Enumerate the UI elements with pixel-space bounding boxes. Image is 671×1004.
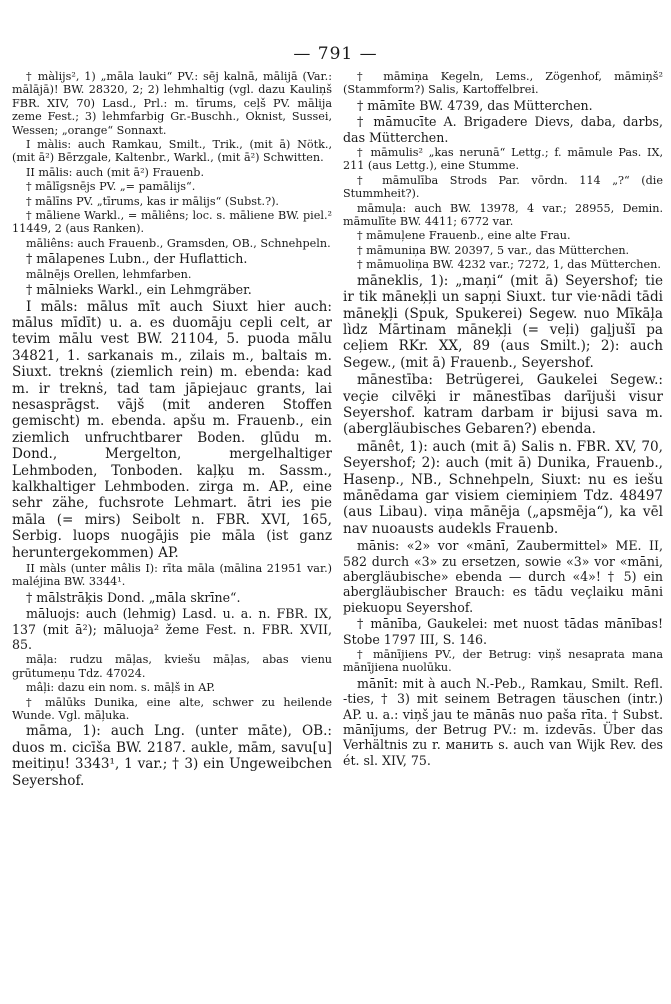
dictionary-entry: † mānījiens PV., der Betrug: viņš nesaprata mana mānījiena nuolūku.	[343, 648, 663, 675]
dictionary-entry: māneklis, 1): „maņi“ (mit ā) Seyershof; tie ir tik māneķļi un sapņi Siuxt. tur vie·nādi tādi māneķļi (Spuk, Spukerei) Segew. nuo Mīkāļa lìdz Mārtinam māneķļi (= veļi) gaļjušī pa ceļiem RKr. XX, 89 (aus Smilt.); 2): auch Segew., (mit ā) Frauenb., Seyershof.	[343, 272, 663, 371]
dictionary-entry: † mālīns PV. „tīrums, kas ir mālijs“ (Subst.?).	[26, 194, 279, 208]
dictionary-entry: † mālnieks Warkl., ein Lehmgräber.	[26, 282, 252, 298]
dictionary-entry: † māmuniņa BW. 20397, 5 var., das Mütterchen.	[357, 243, 630, 257]
dictionary-entry: † mālūks Dunika, eine alte, schwer zu heilende Wunde. Vgl. māļuka.	[12, 695, 332, 723]
page-number: — 791 —	[293, 44, 378, 64]
right-column	[343, 70, 663, 769]
dictionary-entry: mānêt, 1): auch (mit ā) Salis n. FBR. XV, 70, Seyershof; 2): auch (mit ā) Dunika, Frauenb., Hasenp., NB., Schnehpeln, Siuxt: nu es iešu mānēdama gar visiem ciemiņiem Tdz. 48497 (aus Libau). viņa mānēja („apsmēja“), ka vēl nav nuoausts audekls Frauenb.	[343, 438, 663, 537]
dictionary-entry: † māmulis² „kas nerunā“ Lettg.; f. māmule Pas. IX, 211 (aus Lettg.), eine Stumme.	[343, 146, 663, 173]
dictionary-entry: māmuļa: auch BW. 13978, 4 var.; 28955, Demin. māmulīte BW. 4411; 6772 var.	[343, 201, 663, 229]
dictionary-entry: II màls (unter mâlis I): rīta māla (mālina 21951 var.) maléjina BW. 3344¹.	[12, 562, 332, 589]
dictionary-entry: mānis: «2» vor «mānī, Zaubermittel» ME. II, 582 durch «3» zu ersetzen, sowie «3» vor «māni, abergläubische» ebenda — durch «4»! † 5) ein abergläubischer Brauch: es tādu veçlaiku māni piekuopu Seyershof.	[343, 538, 663, 615]
dictionary-entry: māma, 1): auch Lng. (unter māte), OB.: duos m. cicīša BW. 2187. aukle, mām, savu[u] meitiņu! 3343¹, 1 var.; † 3) ein Ungeweibchen Seyershof.	[12, 723, 332, 789]
dictionary-entry: mānīt: mit à auch N.-Peb., Ramkau, Smilt. Refl. -ties, † 3) mit seinem Betragen täuschen (intr.) AP. u. a.: viņš jau te mānās nuo pašа rīta. † Subst. mānījums, der Betrug PV.: m. izdevās. Über das Verhältnis zu r. манить s. auch van Wijk Rev. des ét. sl. XIV, 75.	[343, 675, 663, 768]
dictionary-entry: † màlijs², 1) „māla lauki“ PV.: sēj kalnā, mālijā (Var.: mālājā)! BW. 28320, 2; 2) lehmhaltig (vgl. dazu Kauliņš FBR. XIV, 70) Lasd., Prl.: m. tīrums, ceļš PV. mālija zeme Fest.; 3) lehmfarbig Gr.-Buschh., Oknist, Sussei, Wessen; „orange“ Sonnaxt.	[12, 70, 332, 137]
dictionary-entry: māluojs: auch (lehmig) Lasd. u. a. n. FBR. IX, 137 (mit ā²); māluoja² žeme Fest. n. FBR. XVII, 85.	[12, 606, 332, 653]
dictionary-entry: † māmuoliņa BW. 4232 var.; 7272, 1, das Mütterchen.	[357, 258, 661, 272]
dictionary-entry: I māls: mālus mīt auch Siuxt hier auch: mālus mīdīt) u. a. es duomāju cepli celt, ar tevim mālu vest BW. 21104, 5. puoda mālu 34821, 1. sarkanais m., zilais m., baltais m. Siuxt. treknṡ (ziemlich rein) m. ebenda: kad m. ir treknṡ, tad tam jāpiejauc grants, lai nesasprāgst. vājš (mit anderen Stoffen gemischt) m. ebenda. apšu m. Frauenb., ein ziemlich unfruchtbarer Boden. glūdu m. Dond., Mergelton, mergelhaltiger Lehmboden, Tonboden. kaļķu m. Sassm., kalkhaltiger Lehmboden. zirga m. AP., eine sehr zähe, fuchsrote Lehmart. ātri ies pie māla (= mirs) Seibolt n. FBR. XVI, 165, Serbig. luops nuogājis pie māla (ist ganz heruntergekommen) AP.	[12, 298, 332, 561]
dictionary-entry: † māmuļene Frauenb., eine alte Frau.	[357, 229, 571, 243]
dictionary-entry: mālnējs Orellen, lehmfarben.	[26, 267, 192, 281]
dictionary-entry: māliêns: auch Frauenb., Gramsden, OB., Schnehpeln.	[26, 236, 331, 250]
dictionary-entry: † mālapenes Lubn., der Huflattich.	[26, 251, 248, 267]
dictionary-entry: † māmiņa Kegeln, Lems., Zögenhof, māmiņš² (Stammform?) Salis, Kartoffelbrei.	[343, 70, 663, 97]
dictionary-entry: † mālstrāķis Dond. „māla skrīne“.	[26, 589, 241, 605]
dictionary-entry: † māliene Warkl., = māliêns; loc. s. māliene BW. piel.² 11449, 2 (aus Ranken).	[12, 209, 332, 236]
dictionary-entry: † mālīgsnējs PV. „= pamālijs“.	[26, 180, 196, 194]
dictionary-entry: † māmucīte A. Brigadere Dievs, daba, darbs, das Mütterchen.	[343, 114, 663, 145]
dictionary-entry: mānestība: Betrügerei, Gaukelei Segew.: veçie cilvēķi ir mānestības darījuši visur Seyershof. katram darbam ir bijusi sava m. (abergläubisches Gebaren?) ebenda.	[343, 372, 663, 438]
dictionary-entry: † māmulība Strods Par. vōrdn. 114 „?“ (die Stummheit?).	[343, 173, 663, 201]
dictionary-entry: I màlis: auch Ramkau, Smilt., Trik., (mit ā) Nötk., (mit ā²) Bērzgale, Kaltenbr., Warkl., (mit ā²) Schwitten.	[12, 138, 332, 165]
dictionary-entry: mâļi: dazu ein nom. s. māļš in AP.	[26, 681, 216, 695]
dictionary-entry: † māmīte BW. 4739, das Mütterchen.	[357, 97, 593, 113]
dictionary-entry: II mālis: auch (mit ā²) Frauenb.	[26, 165, 205, 179]
left-column	[12, 70, 332, 790]
dictionary-entry: māļa: rudzu māļas, kviešu māļas, abas vienu grūtumeņu Tdz. 47024.	[12, 653, 332, 680]
dictionary-entry: † mānība, Gaukelei: met nuost tādas mānības! Stobe 1797 III, S. 146.	[343, 616, 663, 647]
